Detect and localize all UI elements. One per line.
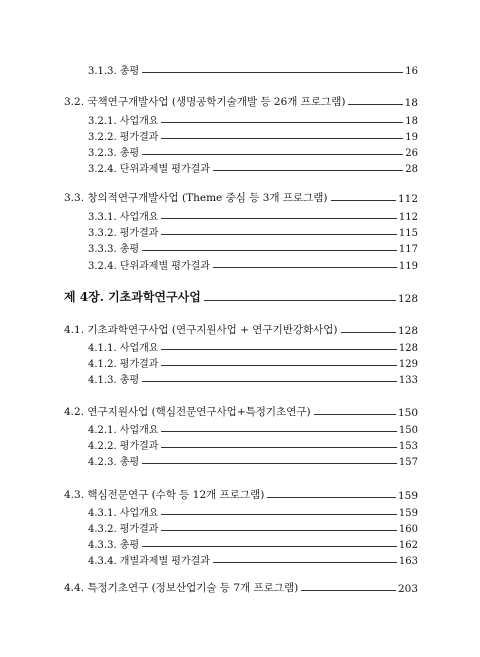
toc-chapter [64,288,418,305]
toc-entry-label [64,487,264,502]
toc-entry-label [88,421,158,436]
toc-entry-label [64,190,328,205]
toc-page-number: 159 [397,490,418,502]
toc-entry-number: 4.1.2. [88,359,117,370]
toc-entry [88,62,418,77]
toc-leader-line [142,546,397,547]
toc-leader-line [161,122,403,123]
toc-page-number: 119 [398,261,418,272]
toc-entry-title: 창의적연구개발사업 (Theme 중심 등 3개 프로그램) [84,192,328,204]
toc-leader-line [213,267,397,268]
toc-entry-label [88,224,158,239]
toc-page-number: 26 [405,148,418,159]
toc-entry-number: 4.3.1. [88,508,117,519]
toc-entry-label [64,288,201,305]
toc-page-number: 18 [404,97,418,109]
toc-leader-line [348,104,402,105]
toc-page-number: 112 [398,212,418,223]
toc-leader-line [161,447,396,448]
toc-entry [88,520,418,535]
toc-page-number: 128 [397,325,418,337]
toc-page-number: 163 [398,556,418,567]
toc-entry-label [88,339,158,354]
toc-entry-label [88,160,210,175]
toc-entry-number: 4.1.1. [88,343,117,354]
toc-entry-number: 3.2.4. [88,261,117,272]
toc-leader-line [314,414,396,415]
toc-entry-label [88,62,139,77]
toc-entry-label [88,536,139,551]
toc-entry-title: 개별과제별 평가결과 [116,556,210,567]
toc-page-number: 18 [405,116,418,127]
toc-page-number: 159 [398,508,418,519]
toc-leader-line [161,530,396,531]
toc-entry-number: 4.4. [64,582,85,594]
toc-entry-title: 단위과제별 평가결과 [116,261,210,272]
toc-entry [88,355,418,370]
toc-leader-line [161,431,396,432]
toc-page-number: 150 [398,425,418,436]
toc-entry-title: 사업개요 [116,343,159,354]
toc-leader-line [341,332,396,333]
toc-entry-label [88,112,158,127]
toc-entry [88,240,418,255]
toc-leader-line [142,250,397,251]
toc-entry-label [88,355,158,370]
toc-entry [88,453,418,468]
toc-entry-title: 총평 [116,540,140,551]
toc-entry-title: 평가결과 [116,359,159,370]
toc-entry-number: 3.1.3. [88,66,117,77]
toc-leader-line [161,234,396,235]
toc-entry-title: 단위과제별 평가결과 [116,164,210,175]
toc-entry [64,487,418,502]
toc-entry-number: 3.2.2. [88,132,117,143]
toc-entry-number: 3.3.3. [88,244,117,255]
toc-entry-title: 총평 [116,375,140,386]
toc-leader-line [161,218,396,219]
toc-entry-label [64,94,345,109]
toc-entry-title: 총평 [116,244,140,255]
toc-entry-title: 평가결과 [116,524,159,535]
toc-entry [88,128,418,143]
toc-entry [64,404,418,419]
toc-entry-label [88,504,158,519]
toc-entry-number: 4.1.3. [88,375,117,386]
toc-entry-number: 3.2.4. [88,164,117,175]
toc-entry-label [64,404,311,419]
toc-entry-label [88,437,158,452]
toc-leader-line [331,200,396,201]
toc-entry-label [64,322,338,337]
toc-entry-label [88,208,158,223]
toc-entry [88,208,418,223]
toc-entry-number: 4.2.3. [88,457,117,468]
toc-entry-label [88,371,139,386]
toc-entry-label [88,144,139,159]
toc-entry-number: 3.2.3. [88,148,117,159]
toc-leader-line [161,138,403,139]
toc-entry-number: 3.2.1. [88,116,117,127]
toc-page-number: 129 [398,359,418,370]
toc-entry-title: 평가결과 [116,441,159,452]
toc-page-number: 128 [397,293,418,305]
toc-leader-line [142,154,403,155]
toc-entry-label [88,257,210,272]
toc-entry [88,112,418,127]
toc-entry-label [88,128,158,143]
toc-page-number: 150 [397,407,418,419]
toc-page-number: 203 [397,583,418,595]
toc-leader-line [204,300,396,301]
toc-entry [88,144,418,159]
toc-entry-title: 사업개요 [116,425,159,436]
toc-leader-line [142,72,403,73]
toc-page-number: 153 [398,441,418,452]
toc-entry-label [88,453,139,468]
toc-leader-line [161,365,396,366]
toc-page-number: 117 [398,244,418,255]
toc-entry-title: 핵심전문연구 (수학 등 12개 프로그램) [84,489,265,501]
toc-entry-number: 4.3. [64,489,85,501]
toc-page-number: 133 [398,375,418,386]
toc-entry [88,504,418,519]
toc-leader-line [161,514,396,515]
toc-entry-title: 사업개요 [116,212,159,223]
toc-entry-number: 4.2.1. [88,425,117,436]
toc-entry-title: 기초과학연구사업 (연구지원사업 + 연구기반강화사업) [84,324,338,336]
toc-page-number: 157 [398,457,418,468]
toc-entry [88,339,418,354]
toc-entry [88,160,418,175]
toc-leader-line [142,381,397,382]
toc-entry [64,190,418,205]
toc-page-number: 16 [405,66,418,77]
toc-entry-title: 특정기초연구 (정보산업기술 등 7개 프로그램) [84,582,299,594]
toc-page-number: 115 [398,228,418,239]
toc-entry-title: 평가결과 [116,132,159,143]
toc-entry [64,94,418,109]
toc-page-number: 112 [397,193,418,205]
toc-entry [88,536,418,551]
toc-leader-line [267,497,396,498]
toc-entry-title: 사업개요 [116,508,159,519]
toc-entry-title: 기초과학연구사업 [103,290,201,304]
toc-entry-number: 4.3.4. [88,556,117,567]
toc-entry-label [88,552,210,567]
toc-entry-number: 3.2. [64,96,85,108]
toc-entry-title: 총평 [116,457,140,468]
toc-entry-title: 사업개요 [116,116,159,127]
toc-leader-line [213,170,403,171]
toc-entry-number: 3.3.2. [88,228,117,239]
toc-entry-number: 4.2.2. [88,441,117,452]
toc-entry-number: 4.2. [64,406,85,418]
toc-page-number: 28 [405,164,418,175]
toc-leader-line [213,562,397,563]
toc-entry-label [88,240,139,255]
toc-entry-number: 3.3.1. [88,212,117,223]
toc-entry [64,580,418,595]
toc-entry-title: 총평 [116,66,140,77]
toc-entry-number: 4.1. [64,324,85,336]
toc-entry-number: 4.3.3. [88,540,117,551]
toc-entry-label [64,580,298,595]
toc-entry-title: 국책연구개발사업 (생명공학기술개발 등 26개 프로그램) [84,96,346,108]
toc-entry-label [88,520,158,535]
toc-entry-title: 연구지원사업 (핵심전문연구사업+특정기초연구) [84,406,311,418]
toc-leader-line [301,590,396,591]
toc-entry [88,421,418,436]
toc-page-number: 19 [405,132,418,143]
toc-entry-number: 4.3.2. [88,524,117,535]
toc-entry [88,257,418,272]
toc-page-number: 160 [398,524,418,535]
toc-page-number: 128 [398,343,418,354]
toc-leader-line [161,349,396,350]
toc-entry [64,322,418,337]
toc-page-number: 162 [398,540,418,551]
toc-entry-title: 총평 [116,148,140,159]
toc-entry [88,224,418,239]
toc-leader-line [142,463,397,464]
toc-entry [88,552,418,567]
toc-entry-title: 평가결과 [116,228,159,239]
toc-entry-number: 제 4장. [64,290,104,304]
toc-entry-number: 3.3. [64,192,85,204]
toc-entry [88,437,418,452]
toc-entry [88,371,418,386]
